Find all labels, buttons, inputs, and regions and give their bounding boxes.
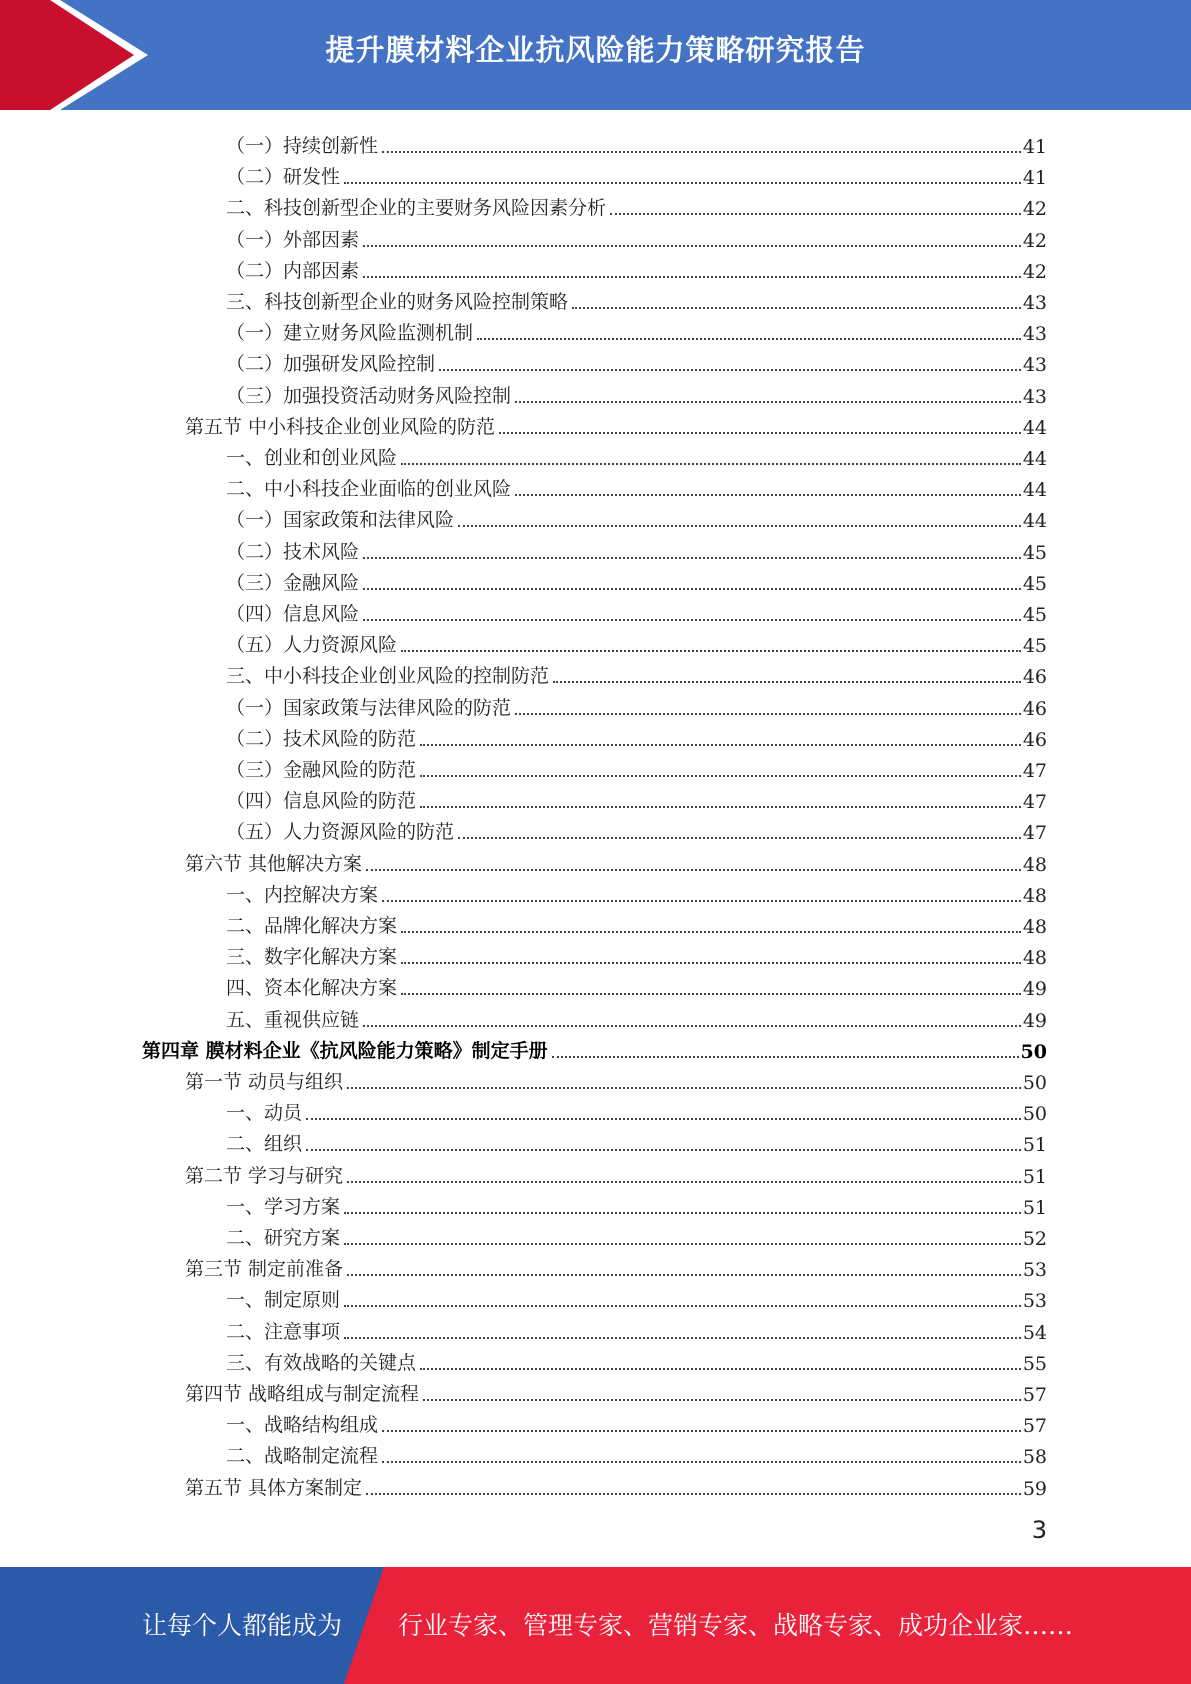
toc-entry-label: （五）人力资源风险: [226, 634, 398, 657]
toc-entry-page: 44: [1022, 479, 1047, 502]
toc-dot-leader: [420, 1368, 1021, 1370]
toc-entry-page: 41: [1022, 136, 1047, 158]
toc-entry-label: （二）内部因素: [226, 259, 360, 282]
toc-dot-leader: [366, 869, 1021, 871]
toc-entry[interactable]: [226, 252, 1047, 283]
toc-entry-page: 54: [1022, 1321, 1047, 1344]
toc-entry-label: （二）技术风险的防范: [226, 727, 417, 750]
toc-entry[interactable]: [185, 1250, 1047, 1281]
toc-dot-leader: [363, 1025, 1021, 1027]
toc-entry-label: 一、创业和创业风险: [226, 447, 398, 469]
toc-entry-label: （一）持续创新性: [226, 135, 379, 157]
toc-entry[interactable]: [226, 782, 1047, 813]
toc-dot-leader: [401, 463, 1021, 465]
toc-entry[interactable]: [226, 1188, 1047, 1219]
toc-dot-leader: [363, 245, 1021, 247]
toc-entry[interactable]: [226, 720, 1047, 751]
toc-entry-page: 45: [1022, 635, 1047, 658]
toc-dot-leader: [382, 1430, 1021, 1432]
toc-entry-label: 四、资本化解决方案: [226, 977, 398, 1000]
toc-entry-page: 43: [1022, 323, 1047, 346]
toc-dot-leader: [347, 1087, 1021, 1089]
toc-entry-label: 三、中小科技企业创业风险的控制防范: [226, 665, 550, 688]
toc-entry[interactable]: [226, 127, 1047, 158]
toc-entry-label: （一）国家政策与法律风险的防范: [226, 696, 512, 719]
toc-entry-page: 58: [1022, 1446, 1047, 1469]
toc-entry[interactable]: [226, 1344, 1047, 1375]
toc-entry-page: 50: [1022, 1103, 1047, 1126]
toc-dot-leader: [366, 1493, 1021, 1495]
toc-dot-leader: [423, 1399, 1021, 1401]
toc-entry-page: 46: [1022, 697, 1047, 720]
toc-entry-label: 第一节 动员与组织: [185, 1071, 344, 1093]
toc-dot-leader: [420, 775, 1021, 777]
toc-entry-label: 第六节 其他解决方案: [185, 852, 363, 875]
toc-entry-page: 50: [1020, 1040, 1047, 1063]
toc-entry[interactable]: [226, 1437, 1047, 1468]
toc-dot-leader: [499, 432, 1021, 434]
toc-dot-leader: [363, 276, 1021, 278]
toc-entry[interactable]: [185, 1063, 1047, 1094]
toc-entry[interactable]: [226, 595, 1047, 626]
toc-dot-leader: [572, 307, 1021, 309]
toc-entry-label: 二、注意事项: [226, 1320, 341, 1343]
toc-entry-label: （二）技术风险: [226, 540, 360, 563]
toc-entry-label: （三）金融风险: [226, 571, 360, 594]
toc-entry[interactable]: [185, 408, 1047, 439]
toc-entry-page: 44: [1022, 416, 1047, 439]
toc-entry[interactable]: [226, 1094, 1047, 1125]
toc-entry-label: 二、中小科技企业面临的创业风险: [226, 478, 512, 501]
toc-dot-leader: [401, 993, 1021, 995]
toc-entry[interactable]: [226, 533, 1047, 564]
toc-entry-label: 第五节 中小科技企业创业风险的防范: [185, 415, 496, 438]
toc-entry[interactable]: [185, 845, 1047, 876]
toc-entry[interactable]: [226, 314, 1047, 345]
toc-entry-page: 45: [1022, 541, 1047, 564]
toc-entry[interactable]: [226, 907, 1047, 938]
toc-entry[interactable]: [226, 1219, 1047, 1250]
toc-entry[interactable]: [226, 470, 1047, 501]
toc-entry-label: （二）研发性: [226, 166, 341, 189]
footer-banner: [0, 1567, 1191, 1684]
toc-entry[interactable]: [226, 1406, 1047, 1437]
toc-entry-label: 第五节 具体方案制定: [185, 1476, 363, 1499]
toc-entry-label: 二、品牌化解决方案: [226, 915, 398, 937]
toc-entry-label: （一）国家政策和法律风险: [226, 509, 455, 532]
toc-entry[interactable]: [226, 1281, 1047, 1312]
toc-dot-leader: [382, 151, 1021, 153]
report-title: 提升膜材料企业抗风险能力策略研究报告: [325, 33, 866, 67]
toc-entry-label: （三）金融风险的防范: [226, 759, 417, 781]
toc-entry-label: 一、学习方案: [226, 1195, 341, 1218]
toc-entry-label: 一、内控解决方案: [226, 883, 379, 906]
toc-entry-page: 59: [1022, 1477, 1047, 1500]
toc-entry-page: 57: [1022, 1415, 1047, 1438]
toc-dot-leader: [477, 338, 1021, 340]
toc-entry[interactable]: [226, 657, 1047, 688]
toc-entry[interactable]: [226, 1313, 1047, 1344]
toc-entry[interactable]: [226, 564, 1047, 595]
toc-entry[interactable]: [226, 876, 1047, 907]
toc-dot-leader: [363, 619, 1021, 621]
toc-entry-page: 46: [1022, 728, 1047, 751]
page-number: 3: [1031, 1516, 1047, 1544]
toc-dot-leader: [401, 931, 1021, 933]
toc-entry-page: 50: [1022, 1072, 1047, 1094]
toc-dot-leader: [420, 806, 1021, 808]
toc-dot-leader: [306, 1118, 1021, 1120]
toc-entry-page: 46: [1022, 666, 1047, 689]
toc-entry-page: 42: [1022, 198, 1047, 221]
toc-entry-label: 第四章 膜材料企业《抗风险能力策略》制定手册: [142, 1039, 548, 1062]
toc-dot-leader: [458, 525, 1021, 527]
footer-slogan: 让每个人都能成为: [142, 1611, 343, 1640]
toc-entry[interactable]: [226, 1125, 1047, 1156]
toc-entry-page: 52: [1022, 1228, 1047, 1250]
toc-entry-page: 45: [1022, 604, 1047, 626]
toc-dot-leader: [401, 962, 1021, 964]
toc-entry-page: 47: [1022, 760, 1047, 782]
toc-entry-page: 43: [1022, 354, 1047, 377]
toc-entry-page: 43: [1022, 292, 1047, 314]
toc-entry-page: 44: [1022, 448, 1047, 470]
toc-dot-leader: [347, 1274, 1021, 1276]
toc-entry-page: 43: [1022, 385, 1047, 408]
footer-roles: 行业专家、管理专家、营销专家、战略专家、成功企业家……: [398, 1611, 1074, 1640]
toc-dot-leader: [306, 1149, 1021, 1151]
toc-entry-page: 48: [1022, 853, 1047, 876]
toc-entry[interactable]: [185, 1157, 1047, 1188]
toc-entry-page: 42: [1022, 260, 1047, 283]
toc-dot-leader: [344, 1212, 1021, 1214]
toc-entry-label: （一）外部因素: [226, 228, 360, 251]
toc-entry-label: （一）建立财务风险监测机制: [226, 322, 474, 345]
toc-dot-leader: [553, 681, 1021, 683]
toc-entry-label: 二、战略制定流程: [226, 1445, 379, 1468]
toc-entry[interactable]: [185, 1375, 1047, 1406]
toc-entry[interactable]: [226, 1001, 1047, 1032]
toc-entry-page: 41: [1022, 167, 1047, 190]
toc-entry-page: 48: [1022, 916, 1047, 938]
toc-entry-page: 49: [1022, 1009, 1047, 1032]
toc-entry-label: 一、制定原则: [226, 1289, 341, 1312]
toc-dot-leader: [344, 1305, 1021, 1307]
toc-entry-label: 二、科技创新型企业的主要财务风险因素分析: [226, 197, 607, 220]
toc-entry-label: 第四节 战略组成与制定流程: [185, 1383, 420, 1405]
toc-entry-page: 53: [1022, 1259, 1047, 1282]
toc-entry[interactable]: [226, 689, 1047, 720]
toc-entry-label: 三、科技创新型企业的财务风险控制策略: [226, 291, 569, 313]
toc-entry[interactable]: [226, 969, 1047, 1000]
toc-entry-label: 三、有效战略的关键点: [226, 1351, 417, 1374]
toc-entry-page: 51: [1022, 1165, 1047, 1188]
toc-entry-label: 第三节 制定前准备: [185, 1258, 344, 1281]
toc-dot-leader: [458, 837, 1021, 839]
toc-dot-leader: [515, 713, 1021, 715]
toc-dot-leader: [347, 1181, 1021, 1183]
toc-dot-leader: [344, 182, 1021, 184]
toc-entry-page: 51: [1022, 1134, 1047, 1157]
toc-entry-page: 48: [1022, 947, 1047, 970]
toc-dot-leader: [363, 557, 1021, 559]
toc-entry[interactable]: [226, 813, 1047, 844]
toc-dot-leader: [439, 369, 1021, 371]
toc-dot-leader: [382, 1461, 1021, 1463]
toc-entry[interactable]: [226, 283, 1047, 314]
toc-entry-label: 五、重视供应链: [226, 1008, 360, 1031]
toc-entry-label: 二、组织: [226, 1133, 303, 1156]
toc-entry[interactable]: [226, 189, 1047, 220]
toc-entry[interactable]: [226, 221, 1047, 252]
toc-entry-page: 47: [1022, 791, 1047, 814]
toc-dot-leader: [515, 494, 1021, 496]
toc-entry-label: （二）加强研发风险控制: [226, 353, 436, 376]
toc-entry-label: 二、研究方案: [226, 1227, 341, 1249]
toc-entry[interactable]: [142, 1032, 1047, 1063]
toc-entry[interactable]: [226, 626, 1047, 657]
toc-entry[interactable]: [226, 158, 1047, 189]
toc-entry[interactable]: [226, 377, 1047, 408]
toc-entry[interactable]: [226, 751, 1047, 782]
toc-dot-leader: [363, 588, 1021, 590]
toc-entry-page: 42: [1022, 229, 1047, 252]
toc-entry-label: （五）人力资源风险的防范: [226, 821, 455, 844]
toc-entry-page: 47: [1022, 822, 1047, 845]
toc-entry-label: 第二节 学习与研究: [185, 1164, 344, 1187]
toc-dot-leader: [344, 1337, 1021, 1339]
toc-dot-leader: [382, 900, 1021, 902]
toc-entry-label: 一、动员: [226, 1102, 303, 1125]
toc-entry[interactable]: [226, 501, 1047, 532]
toc-dot-leader: [515, 401, 1021, 403]
toc-entry-page: 49: [1022, 978, 1047, 1001]
toc-entry-page: 53: [1022, 1290, 1047, 1313]
toc-entry-page: 57: [1022, 1384, 1047, 1406]
toc-entry[interactable]: [185, 1469, 1047, 1500]
toc-entry-label: （四）信息风险: [226, 603, 360, 625]
header-banner: [0, 0, 1191, 110]
toc-entry-page: 44: [1022, 510, 1047, 533]
toc-entry-label: 三、数字化解决方案: [226, 946, 398, 969]
toc-entry-page: 48: [1022, 884, 1047, 907]
toc-entry-label: （四）信息风险的防范: [226, 790, 417, 813]
toc-entry-label: （三）加强投资活动财务风险控制: [226, 384, 512, 407]
toc-entry[interactable]: [226, 938, 1047, 969]
toc-entry-page: 51: [1022, 1196, 1047, 1219]
toc-dot-leader: [401, 650, 1021, 652]
toc-entry[interactable]: [226, 345, 1047, 376]
toc-dot-leader: [344, 1243, 1021, 1245]
toc-entry-page: 55: [1022, 1352, 1047, 1375]
toc-dot-leader: [420, 744, 1021, 746]
toc-entry[interactable]: [226, 439, 1047, 470]
toc-entry-label: 一、战略结构组成: [226, 1414, 379, 1437]
toc-entry-page: 45: [1022, 572, 1047, 595]
toc-dot-leader: [610, 213, 1021, 215]
toc-dot-leader: [552, 1056, 1019, 1058]
